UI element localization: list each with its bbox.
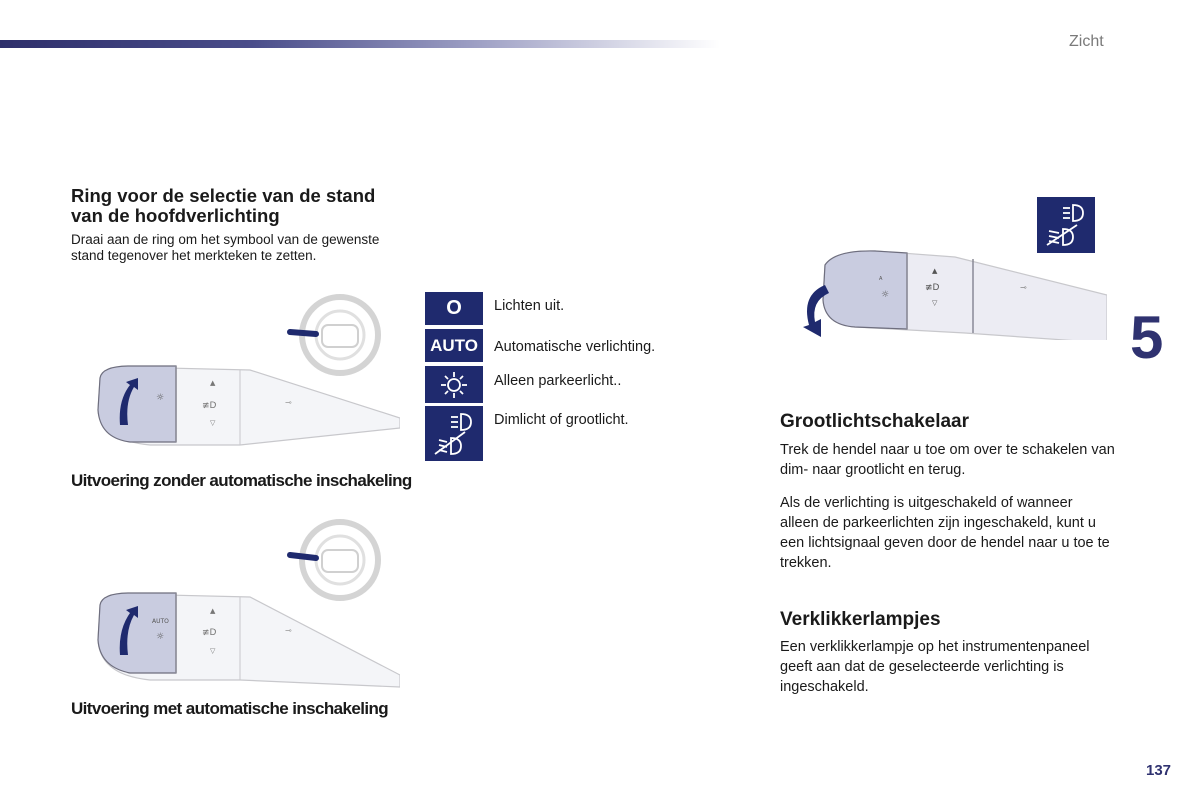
svg-text:⊸: ⊸ <box>285 626 292 635</box>
svg-text:A: A <box>879 276 883 282</box>
svg-text:⊸: ⊸ <box>285 398 292 407</box>
stalk-illustration-auto <box>90 515 400 690</box>
svg-text:☼: ☼ <box>156 632 165 642</box>
warning-lamps-title: Verklikkerlampjes <box>780 609 941 630</box>
steering-wheel-icon <box>290 522 378 598</box>
ring-section-description: Draai aan de ring om het symbool van de gewenste stand tegenover het merkteken te zetten. <box>71 232 380 263</box>
lights-off-icon: O <box>425 292 483 325</box>
chapter-number: 5 <box>1130 304 1164 371</box>
svg-text:⊸: ⊸ <box>1020 283 1027 292</box>
light-stalk <box>98 593 400 687</box>
dipped-main-beam-icon <box>425 406 483 461</box>
caption-with-auto: Uitvoering met automatische inschakeling <box>71 699 389 718</box>
light-stalk <box>98 366 400 445</box>
mode-label: Alleen parkeerlicht.. <box>494 373 622 389</box>
svg-text:≢D: ≢D <box>925 283 940 293</box>
svg-text:▽: ▽ <box>210 647 216 655</box>
header-bar <box>0 40 720 48</box>
svg-text:▲: ▲ <box>210 607 216 615</box>
stalk-auto-label: AUTO <box>152 618 169 625</box>
page-number: 137 <box>1146 762 1172 779</box>
caption-without-auto: Uitvoering zonder automatische inschakeling <box>71 471 412 490</box>
ring-section-title: Ring voor de selectie van de stand van de hoofdverlichting <box>71 185 376 226</box>
svg-text:▲: ▲ <box>932 267 938 275</box>
auto-lights-icon: AUTO <box>425 329 483 362</box>
svg-text:▽: ▽ <box>210 419 216 427</box>
warning-lamps-paragraph: Een verklikkerlampje op het instrumentenpaneel geeft aan dat de geselecteerde verlichting is ingeschakeld. <box>780 639 1090 695</box>
svg-text:≢D: ≢D <box>202 401 217 411</box>
svg-text:≢D: ≢D <box>202 628 217 638</box>
main-beam-paragraph-1: Trek de hendel naar u toe om over te schakelen van dim- naar grootlicht en terug. <box>780 442 1115 478</box>
stalk-illustration-no-auto <box>90 290 400 450</box>
main-beam-title: Grootlichtschakelaar <box>780 411 970 432</box>
mode-label: Lichten uit. <box>494 298 565 314</box>
mode-label: Dimlicht of grootlicht. <box>494 412 629 428</box>
svg-text:▲: ▲ <box>210 379 216 387</box>
section-title: Zicht <box>1069 33 1104 50</box>
parking-lights-icon <box>425 366 483 403</box>
svg-text:☼: ☼ <box>156 393 165 403</box>
steering-wheel-icon <box>290 297 378 373</box>
mode-label: Automatische verlichting. <box>494 339 656 355</box>
stalk-illustration-main-beam <box>795 245 1107 340</box>
svg-text:☼: ☼ <box>881 290 890 300</box>
main-beam-paragraph-2: Als de verlichting is uitgeschakeld of wanneer alleen de parkeerlichten zijn ingeschakeld, kunt u een lichtsignaal geven door de hendel naar u toe te trekken. <box>780 495 1110 571</box>
svg-text:▽: ▽ <box>932 299 938 307</box>
